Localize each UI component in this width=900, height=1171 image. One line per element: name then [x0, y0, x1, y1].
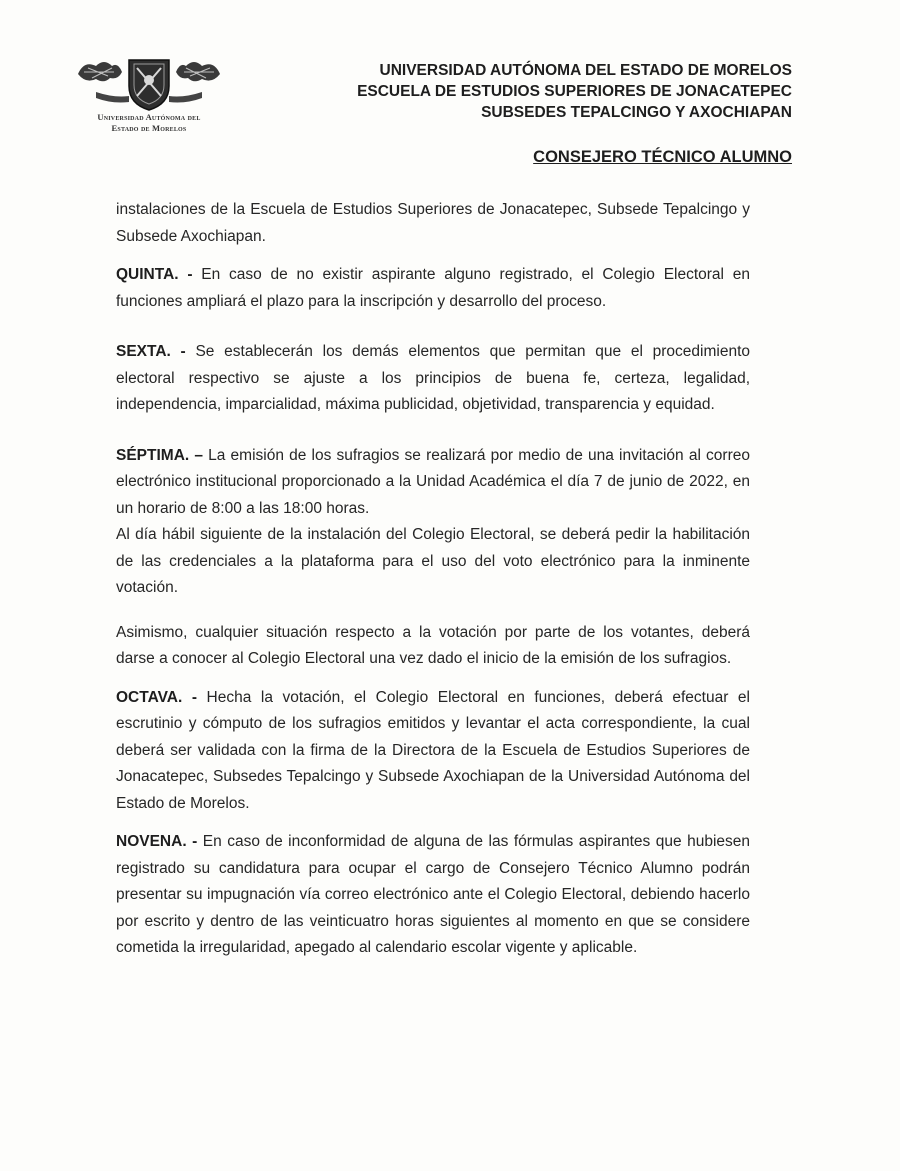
clause-heading: QUINTA. -	[116, 266, 193, 283]
clause-quinta	[116, 262, 750, 315]
logo-caption-line1: Universidad Autónoma del	[97, 112, 201, 122]
clause-text: Se establecerán los demás elementos que permitan que el procedimiento electoral respectivo se ajuste a los principios de buena fe, certeza, legalidad, independencia, imparcialidad, máxima publicidad, objetividad, transparencia y equidad.	[116, 343, 751, 413]
clause-novena	[116, 829, 750, 962]
septima-paragraph-3: Asimismo, cualquier situación respecto a la votación por parte de los votantes, deberá darse a conocer al Colegio Electoral una vez dado el inicio de la emisión de los sufragios.	[116, 623, 750, 667]
intro-paragraph: instalaciones de la Escuela de Estudios Superiores de Jonacatepec, Subsede Tepalcingo y Subsede Axochiapan.	[116, 201, 750, 245]
document-body	[116, 197, 750, 962]
clause-sexta	[116, 339, 750, 419]
council-title: CONSEJERO TÉCNICO ALUMNO	[533, 148, 792, 166]
clause-text: En caso de inconformidad de alguna de las fórmulas aspirantes que hubiesen registrado su candidatura para ocupar el cargo de Consejero Técnico Alumno podrán presentar su impugnación vía correo electrónico ante el Colegio Electoral, debiendo hacerlo por escrito y dentro de las veinticuatro horas siguientes al momento en que se considere cometida la irregularidad, apegado al calendario escolar vigente y aplicable.	[116, 833, 751, 956]
clause-text: La emisión de los sufragios se realizará por medio de una invitación al correo electrónico institucional proporcionado a la Unidad Académica el día 7 de junio de 2022, en un horario de 8:00 a las 18:00 horas.	[116, 446, 750, 517]
university-seal-icon	[74, 52, 224, 112]
clause-heading: SÉPTIMA. –	[116, 446, 203, 464]
subsedes-name: SUBSEDES TEPALCINGO Y AXOCHIAPAN	[481, 104, 792, 121]
logo-caption-line2: Estado de Morelos	[111, 123, 187, 133]
clause-octava	[116, 685, 750, 818]
septima-paragraph-2: Al día hábil siguiente de la instalación del Colegio Electoral, se deberá pedir la habilitación de las credenciales a la plataforma para el uso del voto electrónico para la inminente votación.	[116, 526, 750, 596]
document-header	[357, 60, 792, 123]
institution-name: UNIVERSIDAD AUTÓNOMA DEL ESTADO DE MORELOS	[379, 62, 792, 79]
school-name: ESCUELA DE ESTUDIOS SUPERIORES DE JONACATEPEC	[357, 83, 792, 100]
clause-heading: NOVENA. -	[116, 833, 198, 850]
clause-text: En caso de no existir aspirante alguno registrado, el Colegio Electoral en funciones ampliará el plazo para la inscripción y desarrollo del proceso.	[116, 266, 750, 310]
clause-heading: OCTAVA. -	[116, 688, 197, 706]
clause-septima	[116, 443, 750, 523]
clause-heading: SEXTA. -	[116, 343, 186, 360]
university-logo	[60, 52, 238, 134]
clause-text: Hecha la votación, el Colegio Electoral en funciones, deberá efectuar el escrutinio y cómputo de los sufragios emitidos y levantar el acta correspondiente, la cual deberá ser validada con la firma de la Directora de la Escuela de Estudios Superiores de Jonacatepec, Subsedes Tepalcingo y Subsede Axochiapan de la Universidad Autónoma del Estado de Morelos.	[116, 688, 750, 812]
